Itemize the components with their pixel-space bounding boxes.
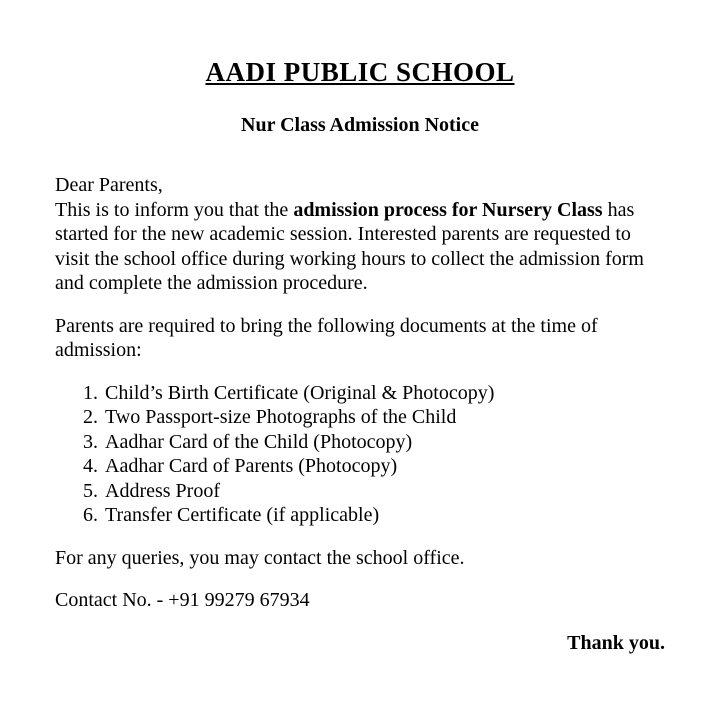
document-list-item: 6. Transfer Certificate (if applicable): [103, 503, 665, 528]
documents-intro-paragraph: Parents are required to bring the following documents at the time of admission:: [55, 314, 598, 362]
document-list-item: 2. Two Passport-size Photographs of the Child: [103, 405, 665, 430]
required-documents-list: [55, 381, 665, 528]
document-list-item: 1. Child’s Birth Certificate (Original & Photocopy): [103, 381, 665, 406]
document-list-item: 4. Aadhar Card of Parents (Photocopy): [103, 454, 665, 479]
intro-text-before-bold: This is to inform you that the: [55, 198, 294, 221]
intro-text-after-bold: has started for the new academic session. Interested parents are requested to visit the school office during working hours to collect the admission form and complete the admission procedure.: [55, 198, 644, 295]
queries-paragraph: For any queries, you may contact the school office.: [55, 546, 465, 569]
document-list-item: 3. Aadhar Card of the Child (Photocopy): [103, 430, 665, 455]
closing-thank-you: Thank you.: [567, 631, 665, 654]
contact-number-line: Contact No. - +91 99279 67934: [55, 589, 310, 612]
salutation-text: Dear Parents,: [55, 174, 163, 197]
document-list-item: 5. Address Proof: [103, 479, 665, 504]
notice-subtitle: Nur Class Admission Notice: [241, 114, 479, 137]
school-name-title: AADI PUBLIC SCHOOL: [205, 57, 515, 87]
intro-paragraph: [55, 173, 665, 296]
intro-text-bold: admission process for Nursery Class: [293, 198, 603, 221]
